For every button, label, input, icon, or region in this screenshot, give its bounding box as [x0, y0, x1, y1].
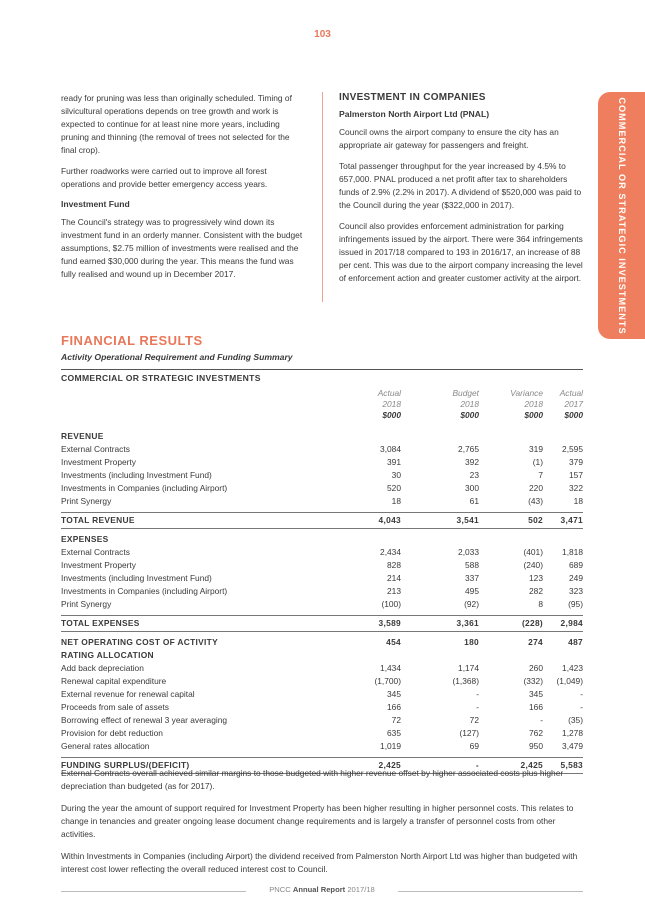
- table-row: [61, 456, 583, 469]
- cell-value: 1,423: [562, 663, 583, 673]
- cell-value: 635: [387, 728, 401, 738]
- cell-value: 4,043: [378, 515, 401, 525]
- cell-value: 249: [569, 573, 583, 583]
- cell-value: 2,984: [560, 618, 583, 628]
- cell-value: 2,595: [562, 444, 583, 454]
- cell-value: 2,765: [458, 444, 479, 454]
- table-title: COMMERCIAL OR STRATEGIC INVESTMENTS: [61, 369, 583, 386]
- financial-table: [61, 369, 583, 774]
- section-heading: [61, 430, 583, 443]
- cell-value: 7: [538, 470, 543, 480]
- cell-value: 588: [465, 560, 479, 570]
- table-row: [61, 688, 583, 701]
- cell-value: 18: [391, 496, 401, 506]
- cell-value: (228): [521, 618, 543, 628]
- table-row: [61, 714, 583, 727]
- row-label: General rates allocation: [61, 741, 150, 751]
- table-row: [61, 675, 583, 688]
- investment-in-companies-heading: INVESTMENT IN COMPANIES: [339, 92, 486, 103]
- cell-value: 1,434: [380, 663, 401, 673]
- right-column: [339, 92, 587, 293]
- table-row: [61, 559, 583, 572]
- cell-value: (43): [528, 496, 543, 506]
- table-row: [61, 572, 583, 585]
- cell-value: 2,425: [378, 760, 401, 770]
- column-headers: [61, 386, 583, 430]
- cell-value: 72: [391, 715, 401, 725]
- page-number: 103: [314, 29, 331, 40]
- table-row: [61, 495, 583, 508]
- cell-value: 180: [464, 637, 479, 647]
- row-label: Investments in Companies (including Airport): [61, 586, 228, 596]
- cell-value: 157: [569, 470, 583, 480]
- notes: [61, 767, 591, 885]
- cell-value: 762: [529, 728, 543, 738]
- cell-value: 23: [469, 470, 479, 480]
- col-header: Actual 2018 $000: [377, 388, 401, 420]
- table-row: [61, 727, 583, 740]
- cell-value: (401): [523, 547, 543, 557]
- row-label: Investments in Companies (including Airport): [61, 483, 228, 493]
- cell-value: 274: [528, 637, 543, 647]
- cell-value: 5,583: [560, 760, 583, 770]
- side-tab-label: COMMERCIAL OR STRATEGIC INVESTMENTS: [616, 96, 627, 335]
- cell-value: 1,818: [562, 547, 583, 557]
- row-label: TOTAL EXPENSES: [61, 618, 140, 628]
- cell-value: 213: [387, 586, 401, 596]
- cell-value: 282: [529, 586, 543, 596]
- cell-value: 345: [529, 689, 543, 699]
- table-row: [61, 701, 583, 714]
- cell-value: 828: [387, 560, 401, 570]
- cell-value: 689: [569, 560, 583, 570]
- row-label: Borrowing effect of renewal 3 year averaging: [61, 715, 228, 725]
- cell-value: (240): [523, 560, 543, 570]
- cell-value: 950: [529, 741, 543, 751]
- cell-value: 392: [465, 457, 479, 467]
- cell-value: (332): [523, 676, 543, 686]
- cell-value: 166: [387, 702, 401, 712]
- cell-value: -: [476, 689, 479, 699]
- cell-value: 2,425: [520, 760, 543, 770]
- cell-value: (100): [381, 599, 401, 609]
- row-label: TOTAL REVENUE: [61, 515, 135, 525]
- row-label: Proceeds from sale of assets: [61, 702, 169, 712]
- cell-value: 18: [573, 496, 583, 506]
- cell-value: 300: [465, 483, 479, 493]
- row-label: Print Synergy: [61, 496, 112, 506]
- cell-value: (1): [532, 457, 543, 467]
- row-label: FUNDING SURPLUS/(DEFICIT): [61, 760, 190, 770]
- section-heading-label: REVENUE: [61, 431, 104, 441]
- cell-value: 2,434: [380, 547, 401, 557]
- cell-value: 3,361: [456, 618, 479, 628]
- cell-value: 1,019: [380, 741, 401, 751]
- row-label: Investment Property: [61, 560, 136, 570]
- col-header: Actual 2017 $000: [559, 388, 583, 420]
- cell-value: -: [475, 760, 479, 770]
- section-heading-label: RATING ALLOCATION: [61, 650, 154, 660]
- cell-value: 72: [469, 715, 479, 725]
- cell-value: 220: [529, 483, 543, 493]
- note-paragraph-2: During the year the amount of support required for Investment Property has been higher resulting in higher personnel costs. This relates to change in tenancies and greater ongoing lease document change requirements and is largely a transfer of personnel costs from other activities.: [61, 803, 574, 839]
- col-header: Variance 2018 $000: [510, 388, 543, 420]
- cell-value: 345: [387, 689, 401, 699]
- table-row: [61, 662, 583, 675]
- cell-value: 260: [529, 663, 543, 673]
- financial-results-subtitle: Activity Operational Requirement and Funding Summary: [61, 352, 293, 362]
- cell-value: 3,471: [560, 515, 583, 525]
- cell-value: 3,541: [456, 515, 479, 525]
- footer-rule-left: [61, 891, 246, 892]
- footer-rule-right: [398, 891, 583, 892]
- cell-value: 454: [386, 637, 401, 647]
- cell-value: -: [580, 702, 583, 712]
- cell-value: (1,700): [374, 676, 401, 686]
- table-row: [61, 443, 583, 456]
- right-paragraph-2: Total passenger throughput for the year increased by 4.5% to 657,000. PNAL produced a net profit after tax to shareholders funds of 2.9% (2.2% in 2017). A dividend of $520,000 was paid to the Council during the year ($322,000 in 2017).: [339, 161, 582, 210]
- section-heading: [61, 649, 583, 662]
- cell-value: 3,084: [380, 444, 401, 454]
- right-paragraph-1: Council owns the airport company to ensure the city has an appropriate air gateway for passengers and freight.: [339, 127, 559, 150]
- cell-value: 69: [469, 741, 479, 751]
- financial-results-title: FINANCIAL RESULTS: [61, 333, 203, 348]
- cell-value: 61: [469, 496, 479, 506]
- left-paragraph-2: Further roadworks were carried out to improve all forest operations and provide better emergency access years.: [61, 166, 268, 189]
- cell-value: 1,278: [562, 728, 583, 738]
- row-label: External revenue for renewal capital: [61, 689, 195, 699]
- table-row: [61, 615, 583, 632]
- cell-value: -: [580, 689, 583, 699]
- table-row: [61, 636, 583, 649]
- note-paragraph-3: Within Investments in Companies (including Airport) the dividend received from Palmerston North Airport Ltd was higher than budgeted with interest cost lower reflecting the overall reduced interest cost to Council.: [61, 851, 578, 874]
- cell-value: 1,174: [458, 663, 479, 673]
- cell-value: 495: [465, 586, 479, 596]
- row-label: Renewal capital expenditure: [61, 676, 167, 686]
- footer-text: PNCC Annual Report 2017/18: [269, 885, 375, 894]
- table-body: [61, 430, 583, 774]
- section-heading: [61, 533, 583, 546]
- table-row: [61, 585, 583, 598]
- column-divider: [322, 92, 323, 302]
- cell-value: 502: [528, 515, 543, 525]
- cell-value: 319: [529, 444, 543, 454]
- col-header: Budget 2018 $000: [452, 388, 479, 420]
- cell-value: (95): [568, 599, 583, 609]
- cell-value: 323: [569, 586, 583, 596]
- cell-value: -: [476, 702, 479, 712]
- table-row: [61, 740, 583, 753]
- row-label: Add back depreciation: [61, 663, 144, 673]
- cell-value: 379: [569, 457, 583, 467]
- cell-value: (92): [464, 599, 479, 609]
- cell-value: 487: [568, 637, 583, 647]
- table-row: [61, 482, 583, 495]
- cell-value: 30: [391, 470, 401, 480]
- cell-value: 3,479: [562, 741, 583, 751]
- row-label: Investment Property: [61, 457, 136, 467]
- row-label: External Contracts: [61, 547, 130, 557]
- section-heading-label: EXPENSES: [61, 534, 109, 544]
- cell-value: (1,049): [556, 676, 583, 686]
- row-label: External Contracts: [61, 444, 130, 454]
- cell-value: 337: [465, 573, 479, 583]
- table-row: [61, 469, 583, 482]
- note-paragraph-1: External Contracts overall achieved similar margins to those budgeted with higher revenue offset by higher associated costs plus higher depreciation than budgeted (as for 2017).: [61, 768, 564, 791]
- left-paragraph-1: ready for pruning was less than originally scheduled. Timing of silvicultural operations depends on tree growth and work is expected to continue for at least nine more years, including pruning and thinning (the removal of trees not selected for the final crop).: [61, 93, 292, 155]
- cell-value: 3,589: [378, 618, 401, 628]
- cell-value: 8: [538, 599, 543, 609]
- pnal-subheading: Palmerston North Airport Ltd (PNAL): [339, 109, 490, 119]
- right-paragraph-3: Council also provides enforcement administration for parking infringements issued by the airport. There were 364 infringements issued in 2017/18 compared to 193 in 2016/17, an increase of 88 per cent. This was due to the airport company increasing the level of enforcement action and greater customer activity at the airport.: [339, 221, 583, 283]
- cell-value: (127): [459, 728, 479, 738]
- table-row: [61, 546, 583, 559]
- row-label: Provision for debt reduction: [61, 728, 163, 738]
- cell-value: 166: [529, 702, 543, 712]
- cell-value: -: [540, 715, 543, 725]
- cell-value: (35): [568, 715, 583, 725]
- investment-fund-heading: Investment Fund: [61, 199, 130, 209]
- cell-value: 322: [569, 483, 583, 493]
- cell-value: 391: [387, 457, 401, 467]
- row-label: Investments (including Investment Fund): [61, 573, 212, 583]
- cell-value: 123: [529, 573, 543, 583]
- row-label: NET OPERATING COST OF ACTIVITY: [61, 637, 218, 647]
- row-label: Print Synergy: [61, 599, 112, 609]
- row-label: Investments (including Investment Fund): [61, 470, 212, 480]
- cell-value: 214: [387, 573, 401, 583]
- table-row: [61, 512, 583, 529]
- cell-value: 2,033: [458, 547, 479, 557]
- cell-value: 520: [387, 483, 401, 493]
- left-paragraph-3: The Council's strategy was to progressively wind down its investment fund in an orderly manner. Consistent with the budget assumptions, $2.75 million of investments were realised and the fund earned $30,000 during the year. This means the fund was fully realised and wound up in December 2017.: [61, 217, 303, 279]
- cell-value: (1,368): [452, 676, 479, 686]
- table-row: [61, 598, 583, 611]
- left-column: [61, 92, 307, 289]
